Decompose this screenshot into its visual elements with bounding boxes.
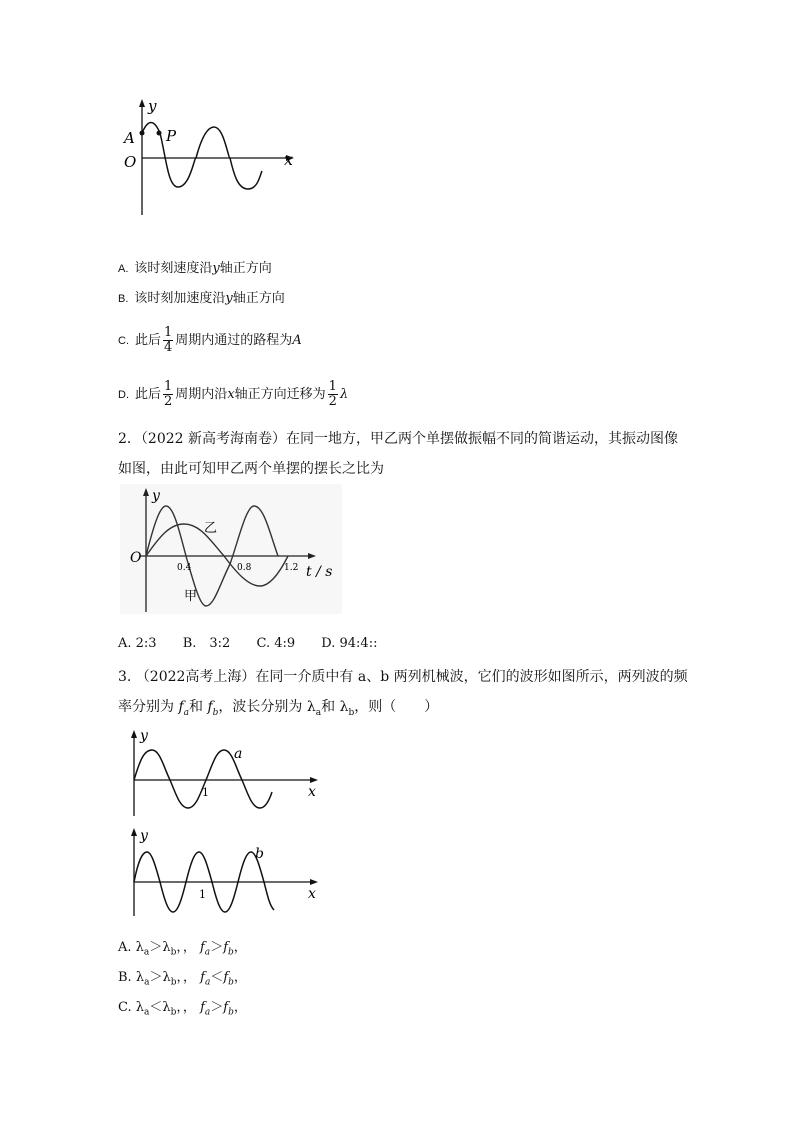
wave-figure-1 [118,95,308,220]
label-A: A [124,129,135,147]
y-axis-arrow [131,730,137,738]
choice-D[interactable]: D. 94:4:: [321,636,378,651]
label-P: P [166,127,177,145]
label-y: y [140,828,148,844]
label-y: y [152,488,160,504]
q3-option-A[interactable]: A. $\lambda_a>\lambda_b$，， $f_a>f_b$， [118,940,247,958]
label-t: t / s [306,564,333,580]
option-D[interactable]: D. 此后 $\frac{1}{2}$ 周期内沿x轴正方向迁移为 $\frac{1}{2}$ λ [118,379,349,409]
tick-1: 1 [199,888,206,901]
wave-a-curve [134,750,272,808]
y-axis-arrow [139,99,145,107]
point-A [140,131,145,136]
label-b: b [255,846,264,862]
option-B[interactable]: B. 该时刻加速度沿y轴正方向 [118,291,285,306]
label-y: y [148,97,157,115]
y-axis-arrow [131,828,137,836]
label-a: a [234,746,243,762]
fraction: $\frac{1}{2}$ [164,379,173,409]
label-O: O [124,153,137,171]
label-y: y [140,728,148,744]
choice-C[interactable]: C. 4:9 [256,636,296,651]
label-yi: 乙 [204,521,218,536]
wave-a-graph [118,728,328,820]
x-axis-arrow [310,777,318,783]
tick-0.4: 0.4 [177,563,192,573]
q3-option-C[interactable]: C. $\lambda_a<\lambda_b$，， $f_a>f_b$， [118,1000,247,1018]
tick-1: 1 [202,786,209,799]
option-A[interactable]: A. 该时刻速度沿y轴正方向 [118,261,272,276]
tick-1.2: 1.2 [284,563,299,573]
label-jia: 甲 [184,589,198,604]
q3-option-B[interactable]: B. $\lambda_a>\lambda_b$，， $f_a<f_b$， [118,970,247,988]
fraction: $\frac{1}{4}$ [164,325,173,355]
label-x: x [308,886,316,902]
question-3: 3. （2022高考上海）在同一介质中有 a、b 两列机械波，它们的波形如图所示，两列波的频 率分别为 $f_a$和 $f_b$，波长分别为 $\lambda_a$和 $\lambda_b$，则（ ） [118,669,688,718]
wave-b-graph [118,826,328,918]
question-2-choices [118,632,399,651]
choice-A[interactable]: A. 2:3 [118,636,157,651]
tick-0.8: 0.8 [237,563,252,573]
choice-B[interactable]: B. 3:2 [182,636,231,651]
point-P [157,131,162,136]
label-x: x [308,784,316,800]
x-axis-arrow [310,879,318,885]
fraction: $\frac{1}{2}$ [328,379,337,409]
question-2: 2．（2022 新高考海南卷）在同一地方，甲乙两个单摆做振幅不同的简谐运动，其振动图像 如图，由此可知甲乙两个单摆的摆长之比为 [118,431,678,477]
label-O: O [130,550,142,566]
option-C[interactable]: C. 此后 $\frac{1}{4}$ 周期内通过的路程为A [118,325,302,355]
pendulum-graph [120,484,342,614]
label-x: x [284,150,294,169]
